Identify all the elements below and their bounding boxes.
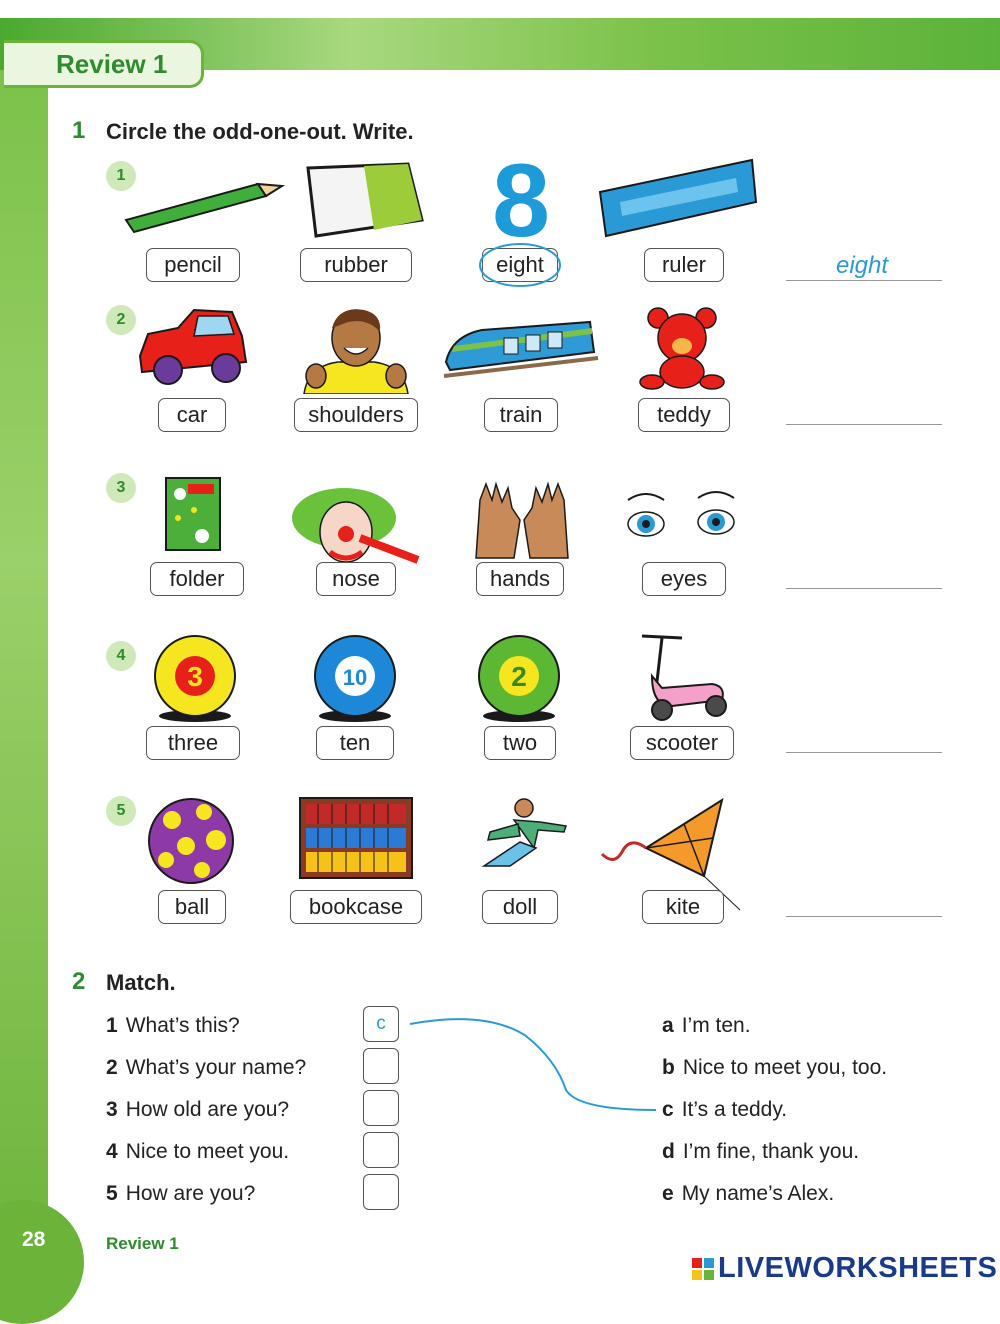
- car-icon: [134, 306, 252, 388]
- row-number: 5: [106, 796, 136, 826]
- answer-line[interactable]: [786, 558, 942, 589]
- bookcase-icon: [298, 796, 414, 880]
- match-question: 5 How are you?: [106, 1182, 256, 1205]
- word-box: bookcase: [290, 890, 422, 924]
- brand-text: LIVEWORKSHEETS: [718, 1252, 998, 1284]
- word-box: ten: [316, 726, 394, 760]
- word-box: ruler: [644, 248, 724, 282]
- match-question: 3 How old are you?: [106, 1098, 290, 1121]
- page-title: Review 1: [56, 48, 168, 79]
- rubber-icon: [302, 160, 426, 240]
- match-question: 2 What’s your name?: [106, 1056, 307, 1079]
- written-answer[interactable]: eight: [836, 252, 889, 279]
- word-box: pencil: [146, 248, 240, 282]
- footer-title: Review 1: [106, 1234, 179, 1253]
- row-number: 3: [106, 473, 136, 503]
- word-box: shoulders: [294, 398, 418, 432]
- folder-icon: [160, 474, 226, 552]
- match-answer-box[interactable]: c: [363, 1006, 399, 1042]
- ball-number: 2: [511, 661, 527, 692]
- big-digit-text: 8: [492, 150, 550, 242]
- match-option: a I’m ten.: [662, 1014, 751, 1037]
- section2-number: 2: [72, 968, 86, 995]
- match-answer-box[interactable]: [363, 1132, 399, 1168]
- match-question: 4 Nice to meet you.: [106, 1140, 290, 1163]
- ball-number: 10: [342, 665, 368, 690]
- word-box: train: [484, 398, 558, 432]
- word-box: rubber: [300, 248, 412, 282]
- doll-icon: [480, 796, 572, 880]
- answer-line[interactable]: [786, 394, 942, 425]
- pencil-icon: [118, 176, 286, 236]
- match-option: e My name’s Alex.: [662, 1182, 835, 1205]
- left-margin-band: [0, 70, 48, 1294]
- row-number: 4: [106, 641, 136, 671]
- match-answer-box[interactable]: [363, 1090, 399, 1126]
- word-box: three: [146, 726, 240, 760]
- section2-instruction: Match.: [106, 970, 176, 995]
- word-box: hands: [476, 562, 564, 596]
- word-box: car: [158, 398, 226, 432]
- match-option: d I’m fine, thank you.: [662, 1140, 860, 1163]
- section1-number: 1: [72, 117, 86, 144]
- row-number: 1: [106, 161, 136, 191]
- eyes-icon: [622, 488, 740, 544]
- word-box: teddy: [638, 398, 730, 432]
- ball-10-icon: [310, 634, 400, 724]
- clown-nose-icon: [290, 484, 422, 568]
- ball-number: 3: [187, 661, 203, 692]
- word-box: doll: [482, 890, 558, 924]
- word-box: scooter: [630, 726, 734, 760]
- match-answer-box[interactable]: [363, 1174, 399, 1210]
- page-number: 28: [22, 1228, 46, 1251]
- hands-icon: [470, 480, 574, 560]
- match-option: c It’s a teddy.: [662, 1098, 788, 1121]
- word-box: folder: [150, 562, 244, 596]
- answer-line[interactable]: [786, 886, 942, 917]
- brand-squares-icon: [692, 1258, 714, 1280]
- section1-instruction: Circle the odd-one-out. Write.: [106, 119, 414, 144]
- word-box: two: [484, 726, 556, 760]
- match-option: b Nice to meet you, too.: [662, 1056, 888, 1079]
- word-box: nose: [316, 562, 396, 596]
- answer-line[interactable]: [786, 722, 942, 753]
- match-answer-box[interactable]: [363, 1048, 399, 1084]
- train-icon: [442, 318, 600, 390]
- teddy-icon: [636, 306, 728, 390]
- spotted-ball-icon: [146, 796, 236, 886]
- answer-circle: [476, 238, 566, 290]
- word-box: eyes: [642, 562, 726, 596]
- row-number: 2: [106, 305, 136, 335]
- boy-shoulders-icon: [298, 306, 414, 394]
- ruler-icon: [596, 156, 760, 238]
- ball-2-icon: [474, 634, 564, 724]
- review-tab: [4, 40, 204, 88]
- match-question: 1 What’s this?: [106, 1014, 240, 1037]
- word-box-circled[interactable]: eight: [482, 248, 558, 282]
- match-line: [406, 1010, 656, 1114]
- scooter-icon: [632, 630, 732, 724]
- ball-3-icon: [150, 634, 240, 724]
- brand-logo[interactable]: [692, 1252, 997, 1285]
- word-box: ball: [158, 890, 226, 924]
- eight-digit: [486, 150, 556, 242]
- word-box: kite: [642, 890, 724, 924]
